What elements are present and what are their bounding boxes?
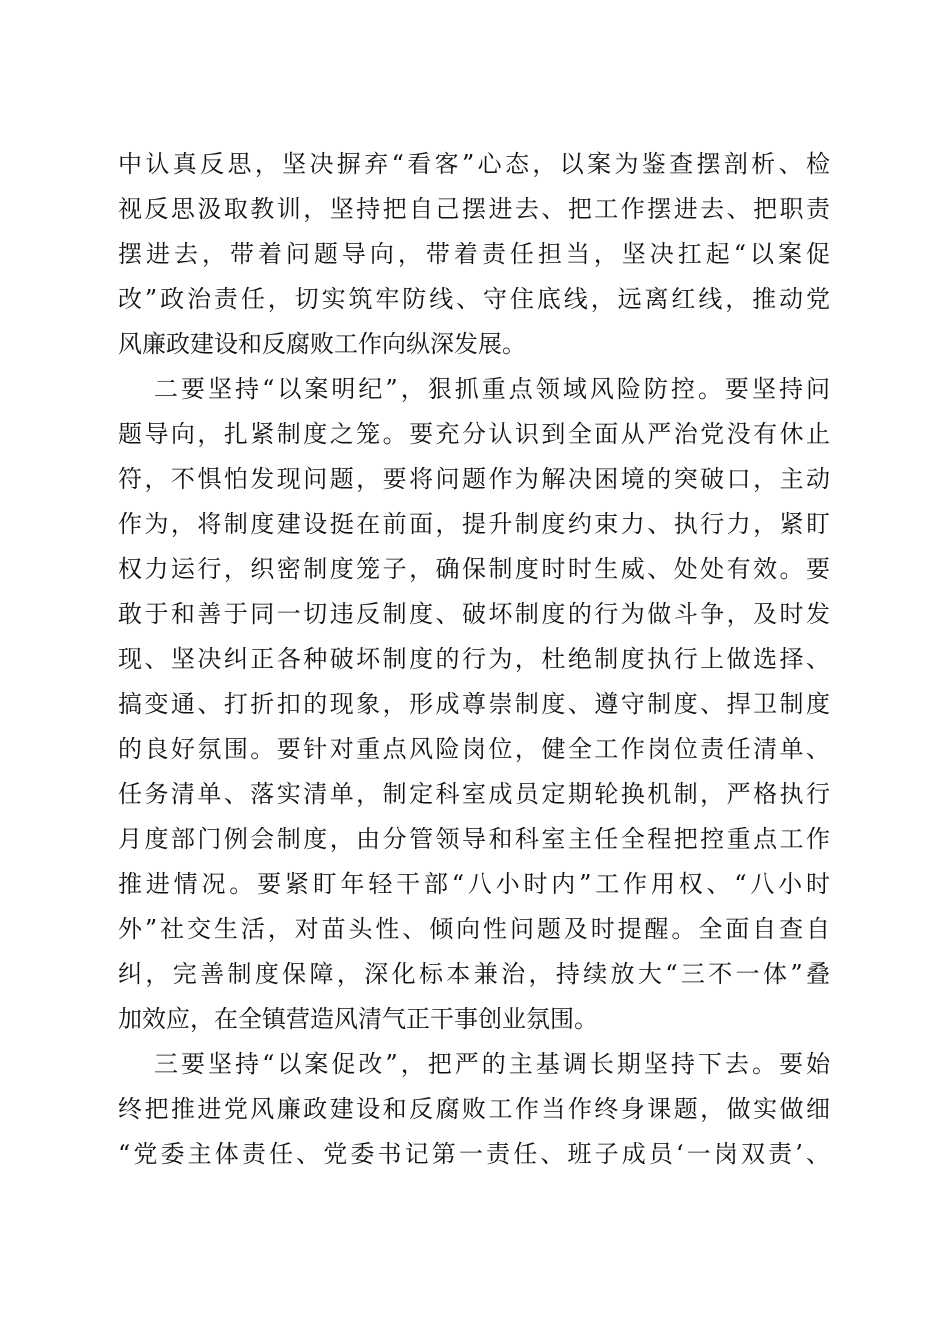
text-line: 权力运行，织密制度笼子，确保制度时时生威、处处有效。要 bbox=[118, 555, 830, 583]
text-line: 推进情况。要紧盯年轻干部“八小时内”工作用权、“八小时 bbox=[118, 870, 830, 898]
text-line: “党委主体责任、党委书记第一责任、班子成员‘一岗双责’、 bbox=[118, 1140, 830, 1168]
text-line: 纠，完善制度保障，深化标本兼治，持续放大“三不一体”叠 bbox=[118, 960, 830, 988]
text-line: 的良好氛围。要针对重点风险岗位，健全工作岗位责任清单、 bbox=[118, 735, 830, 763]
text-line: 外”社交生活，对苗头性、倾向性问题及时提醒。全面自查自 bbox=[118, 915, 830, 943]
text-line: 加效应，在全镇营造风清气正干事创业氛围。 bbox=[118, 1005, 598, 1033]
text-line: 任务清单、落实清单，制定科室成员定期轮换机制，严格执行 bbox=[118, 780, 830, 808]
text-line: 摆进去，带着问题导向，带着责任担当，坚决扛起“以案促 bbox=[118, 240, 830, 268]
text-line: 终把推进党风廉政建设和反腐败工作当作终身课题，做实做细 bbox=[118, 1095, 830, 1123]
text-line: 敢于和善于同一切违反制度、破坏制度的行为做斗争，及时发 bbox=[118, 600, 830, 628]
document-body bbox=[118, 142, 830, 1177]
text-line: 改”政治责任，切实筑牢防线、守住底线，远离红线，推动党 bbox=[118, 285, 830, 313]
paragraph-start-line: 三要坚持“以案促改”，把严的主基调长期坚持下去。要始 bbox=[154, 1050, 830, 1078]
text-line: 题导向，扎紧制度之笼。要充分认识到全面从严治党没有休止 bbox=[118, 420, 830, 448]
text-line: 风廉政建设和反腐败工作向纵深发展。 bbox=[118, 330, 526, 358]
paragraph-start-line: 二要坚持“以案明纪”，狠抓重点领域风险防控。要坚持问 bbox=[154, 375, 830, 403]
text-line: 符，不惧怕发现问题，要将问题作为解决困境的突破口，主动 bbox=[118, 465, 830, 493]
text-line: 现、坚决纠正各种破坏制度的行为，杜绝制度执行上做选择、 bbox=[118, 645, 830, 673]
text-line: 搞变通、打折扣的现象，形成尊崇制度、遵守制度、捍卫制度 bbox=[118, 690, 830, 718]
text-line: 月度部门例会制度，由分管领导和科室主任全程把控重点工作 bbox=[118, 825, 830, 853]
text-line: 视反思汲取教训，坚持把自己摆进去、把工作摆进去、把职责 bbox=[118, 195, 830, 223]
text-line: 作为，将制度建设挺在前面，提升制度约束力、执行力，紧盯 bbox=[118, 510, 830, 538]
text-line: 中认真反思，坚决摒弃“看客”心态，以案为鉴查摆剖析、检 bbox=[118, 150, 830, 178]
